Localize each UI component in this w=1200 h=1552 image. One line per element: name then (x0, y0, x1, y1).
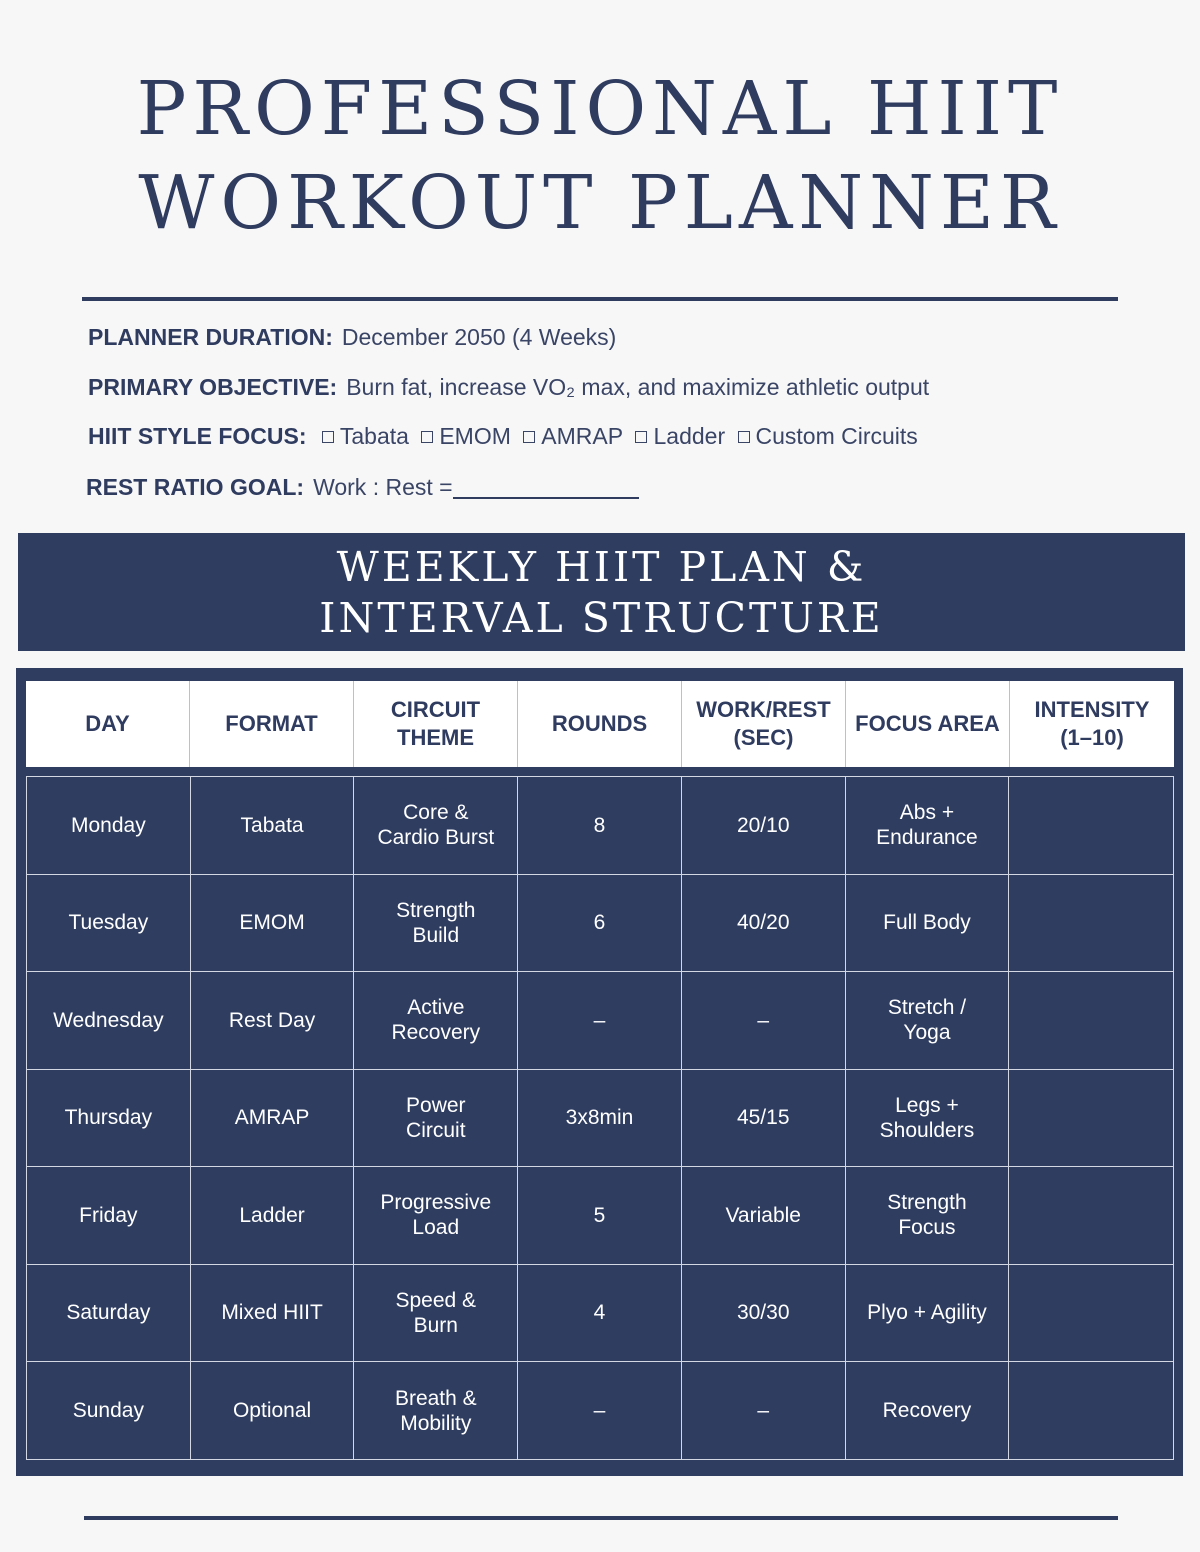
cell-intensity[interactable] (1009, 972, 1173, 1069)
hiit-style-options (322, 423, 924, 449)
cell-format: Tabata (191, 777, 355, 874)
primary-objective-value: Burn fat, increase VO₂ max, and maximize athletic output (346, 374, 930, 400)
rest-ratio-label: REST RATIO GOAL: (86, 474, 305, 500)
cell-rounds: 6 (518, 875, 682, 972)
cell-rounds: 5 (518, 1167, 682, 1264)
table-row (27, 1070, 1173, 1168)
title-line-2: WORKOUT PLANNER (138, 160, 1062, 246)
table-row (27, 777, 1173, 875)
rest-ratio-blank-field[interactable] (453, 475, 639, 499)
primary-objective-label: PRIMARY OBJECTIVE: (88, 374, 338, 400)
planner-duration-row (88, 320, 616, 354)
cell-day: Monday (27, 777, 191, 874)
cell-format: AMRAP (191, 1070, 355, 1167)
cell-work-rest: 20/10 (682, 777, 846, 874)
checkbox-icon[interactable] (738, 431, 750, 443)
cell-work-rest: Variable (682, 1167, 846, 1264)
cell-circuit-theme: Core & Cardio Burst (354, 777, 518, 874)
cell-intensity[interactable] (1009, 1265, 1173, 1362)
header-rounds: ROUNDS (518, 681, 682, 767)
title-line-1: PROFESSIONAL HIIT (136, 66, 1064, 152)
rest-ratio-row (86, 470, 639, 504)
checkbox-icon[interactable] (635, 431, 647, 443)
cell-work-rest: 45/15 (682, 1070, 846, 1167)
table-row (27, 1167, 1173, 1265)
cell-day: Friday (27, 1167, 191, 1264)
cell-intensity[interactable] (1009, 875, 1173, 972)
cell-circuit-theme: Speed & Burn (354, 1265, 518, 1362)
primary-objective-row (88, 370, 929, 404)
cell-focus-area: Legs + Shoulders (846, 1070, 1010, 1167)
cell-work-rest: 30/30 (682, 1265, 846, 1362)
cell-format: Optional (191, 1362, 355, 1460)
table-row (27, 972, 1173, 1070)
cell-focus-area: Abs + Endurance (846, 777, 1010, 874)
header-focus-area: FOCUS AREA (846, 681, 1010, 767)
planner-duration-label: PLANNER DURATION: (88, 324, 333, 350)
table-row (27, 1265, 1173, 1363)
checkbox-icon[interactable] (523, 431, 535, 443)
style-option-emom[interactable]: EMOM (421, 423, 511, 449)
cell-circuit-theme: Strength Build (354, 875, 518, 972)
style-option-ladder[interactable]: Ladder (635, 423, 725, 449)
cell-format: Ladder (191, 1167, 355, 1264)
cell-format: Mixed HIIT (191, 1265, 355, 1362)
cell-circuit-theme: Progressive Load (354, 1167, 518, 1264)
cell-work-rest: 40/20 (682, 875, 846, 972)
hiit-style-row (88, 419, 924, 453)
cell-work-rest: – (682, 1362, 846, 1460)
cell-rounds: 8 (518, 777, 682, 874)
cell-circuit-theme: Breath & Mobility (354, 1362, 518, 1460)
cell-format: EMOM (191, 875, 355, 972)
cell-intensity[interactable] (1009, 1167, 1173, 1264)
cell-format: Rest Day (191, 972, 355, 1069)
table-row (27, 875, 1173, 973)
cell-rounds: 4 (518, 1265, 682, 1362)
header-format: FORMAT (190, 681, 354, 767)
section-banner (18, 533, 1185, 651)
hiit-style-label: HIIT STYLE FOCUS: (88, 423, 307, 449)
cell-focus-area: Recovery (846, 1362, 1010, 1460)
planner-duration-value: December 2050 (4 Weeks) (341, 324, 617, 350)
checkbox-icon[interactable] (322, 431, 334, 443)
cell-work-rest: – (682, 972, 846, 1069)
cell-rounds: 3x8min (518, 1070, 682, 1167)
cell-circuit-theme: Active Recovery (354, 972, 518, 1069)
weekly-plan-table (16, 668, 1183, 1476)
style-option-amrap[interactable]: AMRAP (523, 423, 623, 449)
cell-day: Saturday (27, 1265, 191, 1362)
cell-focus-area: Plyo + Agility (846, 1265, 1010, 1362)
cell-day: Sunday (27, 1362, 191, 1460)
cell-day: Tuesday (27, 875, 191, 972)
page-title (0, 62, 1200, 250)
cell-focus-area: Strength Focus (846, 1167, 1010, 1264)
header-circuit-theme: CIRCUIT THEME (354, 681, 518, 767)
table-header-row (26, 681, 1174, 767)
banner-line-1: WEEKLY HIIT PLAN & (336, 543, 867, 591)
table-body (26, 776, 1174, 1460)
checkbox-icon[interactable] (421, 431, 433, 443)
rest-ratio-value: Work : Rest = (313, 474, 453, 500)
header-day: DAY (26, 681, 190, 767)
table-row (27, 1362, 1173, 1460)
top-divider (82, 297, 1118, 301)
header-intensity: INTENSITY (1–10) (1034, 697, 1150, 750)
cell-rounds: – (518, 972, 682, 1069)
cell-day: Thursday (27, 1070, 191, 1167)
cell-day: Wednesday (27, 972, 191, 1069)
cell-focus-area: Stretch / Yoga (846, 972, 1010, 1069)
bottom-divider (84, 1516, 1118, 1520)
header-work-rest: WORK/REST (SEC) (682, 681, 846, 767)
cell-intensity[interactable] (1009, 1070, 1173, 1167)
cell-focus-area: Full Body (846, 875, 1010, 972)
banner-line-2: INTERVAL STRUCTURE (319, 594, 884, 642)
cell-intensity[interactable] (1009, 777, 1173, 874)
cell-rounds: – (518, 1362, 682, 1460)
style-option-custom-circuits[interactable]: Custom Circuits (738, 423, 918, 449)
cell-intensity[interactable] (1009, 1362, 1173, 1460)
cell-circuit-theme: Power Circuit (354, 1070, 518, 1167)
style-option-tabata[interactable]: Tabata (322, 423, 409, 449)
